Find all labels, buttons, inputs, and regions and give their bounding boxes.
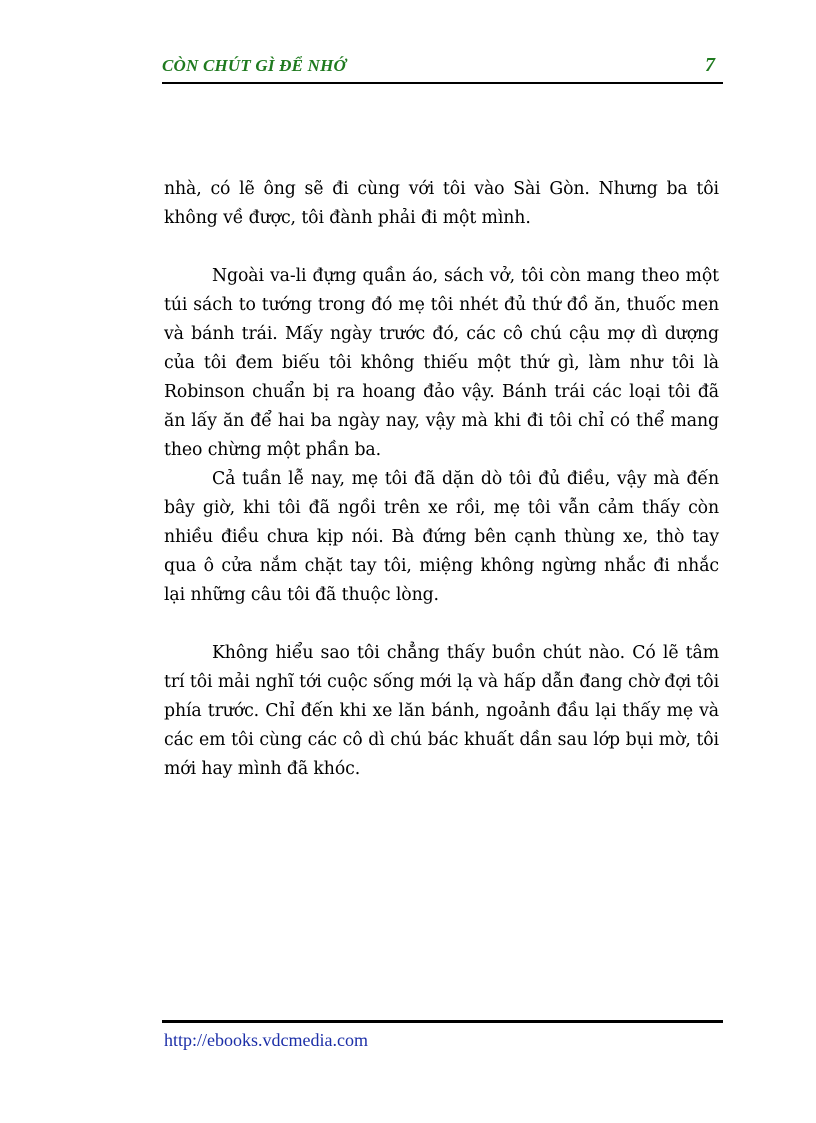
- paragraph: Không hiểu sao tôi chẳng thấy buồn chút nào. Có lẽ tâm trí tôi mải nghĩ tới cuộc sống mới lạ và hấp dẫn đang chờ đợi tôi phía trước. Chỉ đến khi xe lăn bánh, ngoảnh đầu lại thấy mẹ và các em tôi cùng các cô dì chú bác khuất dần sau lớp bụi mờ, tôi mới hay mình đã khóc.: [164, 643, 719, 779]
- footer-link[interactable]: http://ebooks.vdcmedia.com: [164, 1030, 368, 1050]
- paragraph: Ngoài va-li đựng quần áo, sách vở, tôi còn mang theo một túi sách to tướng trong đó mẹ tôi nhét đủ thứ đồ ăn, thuốc men và bánh trái. Mấy ngày trước đó, các cô chú cậu mợ dì dượng của tôi đem biếu tôi không thiếu một thứ gì, làm như tôi là Robinson chuẩn bị ra hoang đảo vậy. Bánh trái các loại tôi đã ăn lấy ăn để hai ba ngày nay, vậy mà khi đi tôi chỉ có thể mang theo chừng một phần ba.: [164, 266, 719, 460]
- running-header: [162, 56, 723, 84]
- book-title: CÒN CHÚT GÌ ĐỂ NHỚ: [162, 56, 347, 75]
- page-body: [164, 175, 719, 784]
- page-number: 7: [705, 54, 715, 76]
- paragraph: Cả tuần lễ nay, mẹ tôi đã dặn dò tôi đủ điều, vậy mà đến bây giờ, khi tôi đã ngồi trên xe rồi, mẹ tôi vẫn cảm thấy còn nhiều điều chưa kịp nói. Bà đứng bên cạnh thùng xe, thò tay qua ô cửa nắm chặt tay tôi, miệng không ngừng nhắc đi nhắc lại những câu tôi đã thuộc lòng.: [164, 469, 719, 605]
- paragraph-continuation: nhà, có lẽ ông sẽ đi cùng với tôi vào Sài Gòn. Nhưng ba tôi không về được, tôi đành phải đi một mình.: [164, 179, 719, 228]
- footer-divider: [162, 1020, 723, 1023]
